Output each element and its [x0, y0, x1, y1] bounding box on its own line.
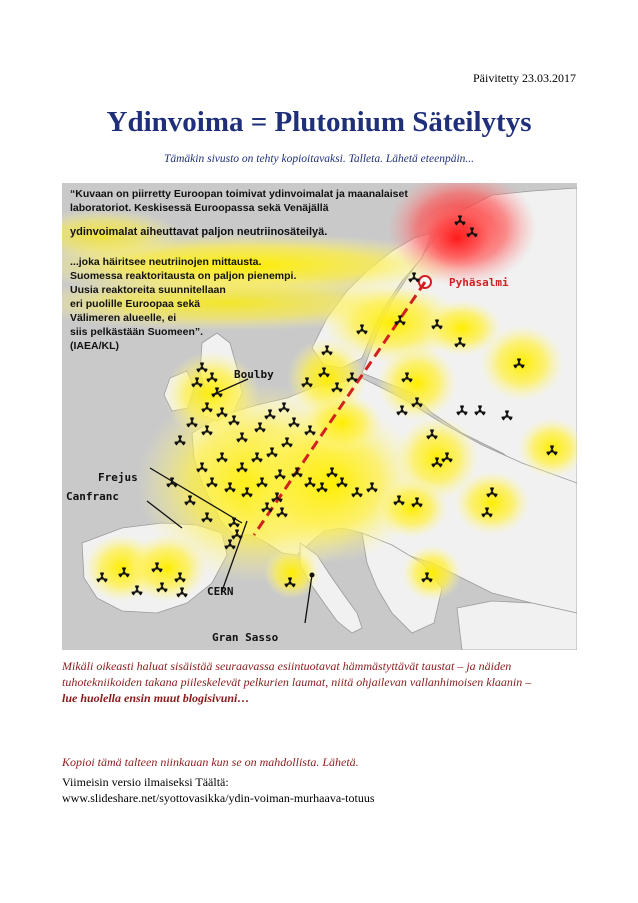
label-gran-sasso: Gran Sasso [212, 631, 279, 644]
quote-line: siis pelkästään Suomeen”. [70, 326, 204, 338]
quote-line: ...joka häiritsee neutriinojen mittausta. [70, 256, 262, 268]
label-cern: CERN [207, 585, 234, 598]
quote-line: Suomessa reaktoritausta on paljon pienempi. [70, 270, 297, 282]
quote-line: eri puolille Euroopaa sekä [70, 298, 201, 310]
europe-reactor-map [62, 183, 577, 650]
label-pyhasalmi: Pyhäsalmi [449, 276, 509, 289]
intro-paragraph [62, 658, 582, 706]
page-title: Ydinvoima = Plutonium Säteilytys [106, 106, 532, 138]
quote-line: laboratoriot. Keskisessä Euroopassa sekä Venäjällä [70, 202, 329, 214]
copy-notice: Kopioi tämä talteen niinkauan kun se on mahdollista. Lähetä. [62, 755, 359, 769]
read-blog-link[interactable]: lue huolella ensin muut blogisivuni… [62, 691, 250, 705]
label-boulby: Boulby [234, 368, 274, 381]
quote-line: Uusia reaktoreita suunnitellaan [70, 284, 226, 296]
latest-version-label: Viimeisin versio ilmaiseksi Täältä: [62, 775, 229, 789]
page-subtitle: Tämäkin sivusto on tehty kopioitavaksi. Talleta. Lähetä eteenpäin... [163, 153, 475, 165]
latest-version [62, 774, 582, 806]
quote-line: ydinvoimalat aiheuttavat paljon neutriinosäteilyä. [70, 226, 328, 238]
quote-line: (IAEA/KL) [70, 340, 119, 352]
label-frejus: Frejus [98, 471, 138, 484]
quote-line: “Kuvaan on piirretty Euroopan toimivat ydinvoimalat ja maanalaiset [70, 188, 408, 200]
intro-text: Mikäli oikeasti haluat sisäistää seuraavassa esiintuotavat hämmästyttävät taustat – ja näiden tuhotekniikoiden takana piileskelevät pelkurien laumat, niitä ohjailevan vallanhimoisen klaanin – [62, 659, 532, 689]
slideshare-link[interactable]: www.slideshare.net/syottovasikka/ydin-voiman-murhaava-totuus [62, 791, 375, 805]
label-canfranc: Canfranc [66, 490, 119, 503]
quote-line: Välimeren alueelle, ei [70, 312, 177, 324]
updated-date: Päivitetty 23.03.2017 [473, 71, 576, 85]
